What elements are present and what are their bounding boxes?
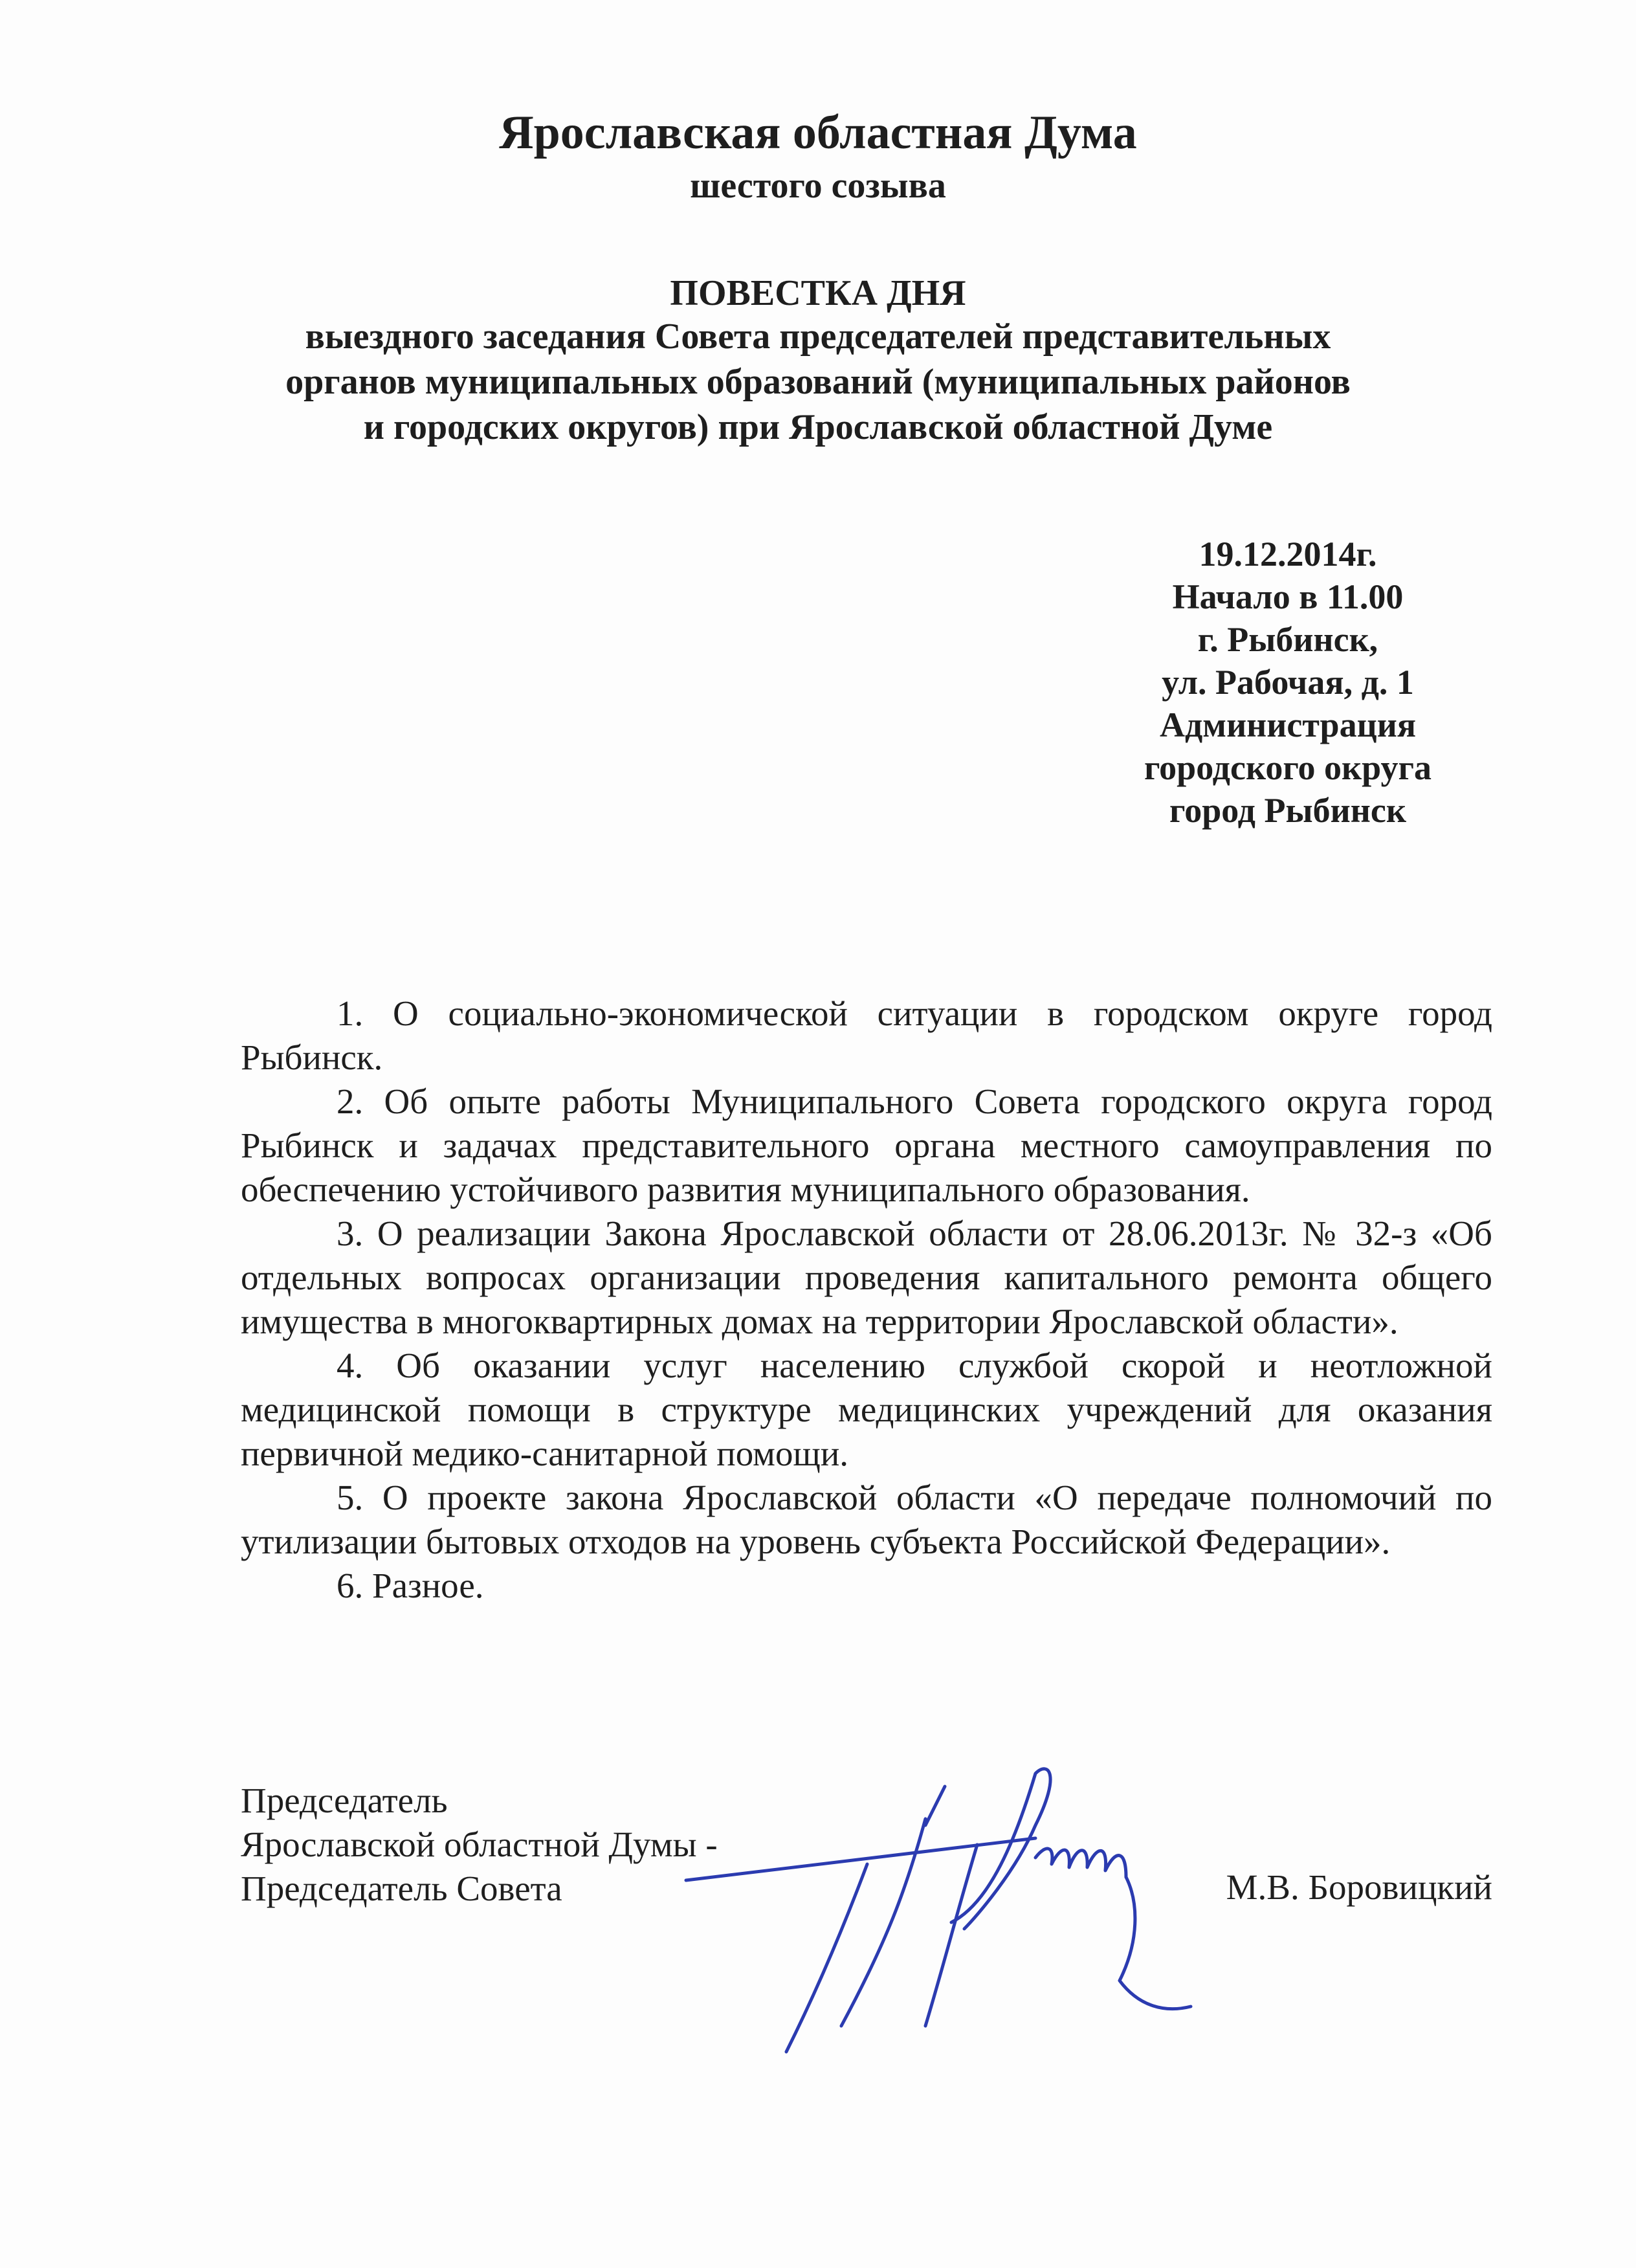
org-subtitle: шестого созыва bbox=[690, 166, 946, 206]
agenda-item: 3. О реализации Закона Ярославской области от 28.06.2013г. № 32-з «Об отдельных вопросах организации проведения капитального ремонта общего имущества в многоквартирных домах на территории Ярославской области». bbox=[241, 1214, 1492, 1341]
meeting-info bbox=[1094, 533, 1482, 832]
meeting-venue-line: город Рыбинск bbox=[1169, 791, 1406, 830]
agenda-subtitle-line: выездного заседания Совета председателей представительных bbox=[305, 317, 1331, 357]
agenda-item: 1. О социально-экономической ситуации в городском округе город Рыбинск. bbox=[241, 994, 1492, 1077]
org-title: Ярославская областная Дума bbox=[499, 106, 1137, 159]
meeting-city: г. Рыбинск, bbox=[1197, 620, 1378, 659]
meeting-date: 19.12.2014г. bbox=[1199, 535, 1377, 573]
signer-name: М.В. Боровицкий bbox=[1226, 1867, 1492, 1907]
meeting-street: ул. Рабочая, д. 1 bbox=[1162, 663, 1414, 702]
meeting-venue-line: городского округа bbox=[1144, 748, 1432, 787]
agenda-subtitle-line: и городских округов) при Ярославской областной Думе bbox=[363, 407, 1273, 447]
signer-title bbox=[241, 1779, 718, 1911]
signer-title-line: Председатель bbox=[241, 1781, 448, 1820]
meeting-start-time: Начало в 11.00 bbox=[1172, 577, 1404, 616]
signer-title-line: Председатель Совета bbox=[241, 1869, 562, 1908]
agenda-item: 5. О проекте закона Ярославской области «О передаче полномочий по утилизации бытовых отходов на уровень субъекта Российской Федерации». bbox=[241, 1478, 1492, 1561]
agenda-item: 4. Об оказании услуг населению службой скорой и неотложной медицинской помощи в структуре медицинских учреждений для оказания первичной медико-санитарной помощи. bbox=[241, 1346, 1492, 1473]
agenda-item: 6. Разное. bbox=[337, 1566, 484, 1605]
agenda-subtitle-line: органов муниципальных образований (муниципальных районов bbox=[285, 362, 1351, 402]
agenda-heading: ПОВЕСТКА ДНЯ bbox=[670, 273, 966, 313]
agenda-list bbox=[241, 992, 1492, 1608]
meeting-venue-line: Администрация bbox=[1159, 706, 1417, 744]
agenda-item: 2. Об опыте работы Муниципального Совета городского округа город Рыбинск и задачах представительного органа местного самоуправления по обеспечению устойчивого развития муниципального образования. bbox=[241, 1082, 1492, 1209]
handwritten-signature bbox=[673, 1748, 1243, 2071]
signer-title-line: Ярославской областной Думы - bbox=[241, 1825, 718, 1864]
agenda-subtitle bbox=[0, 314, 1636, 450]
